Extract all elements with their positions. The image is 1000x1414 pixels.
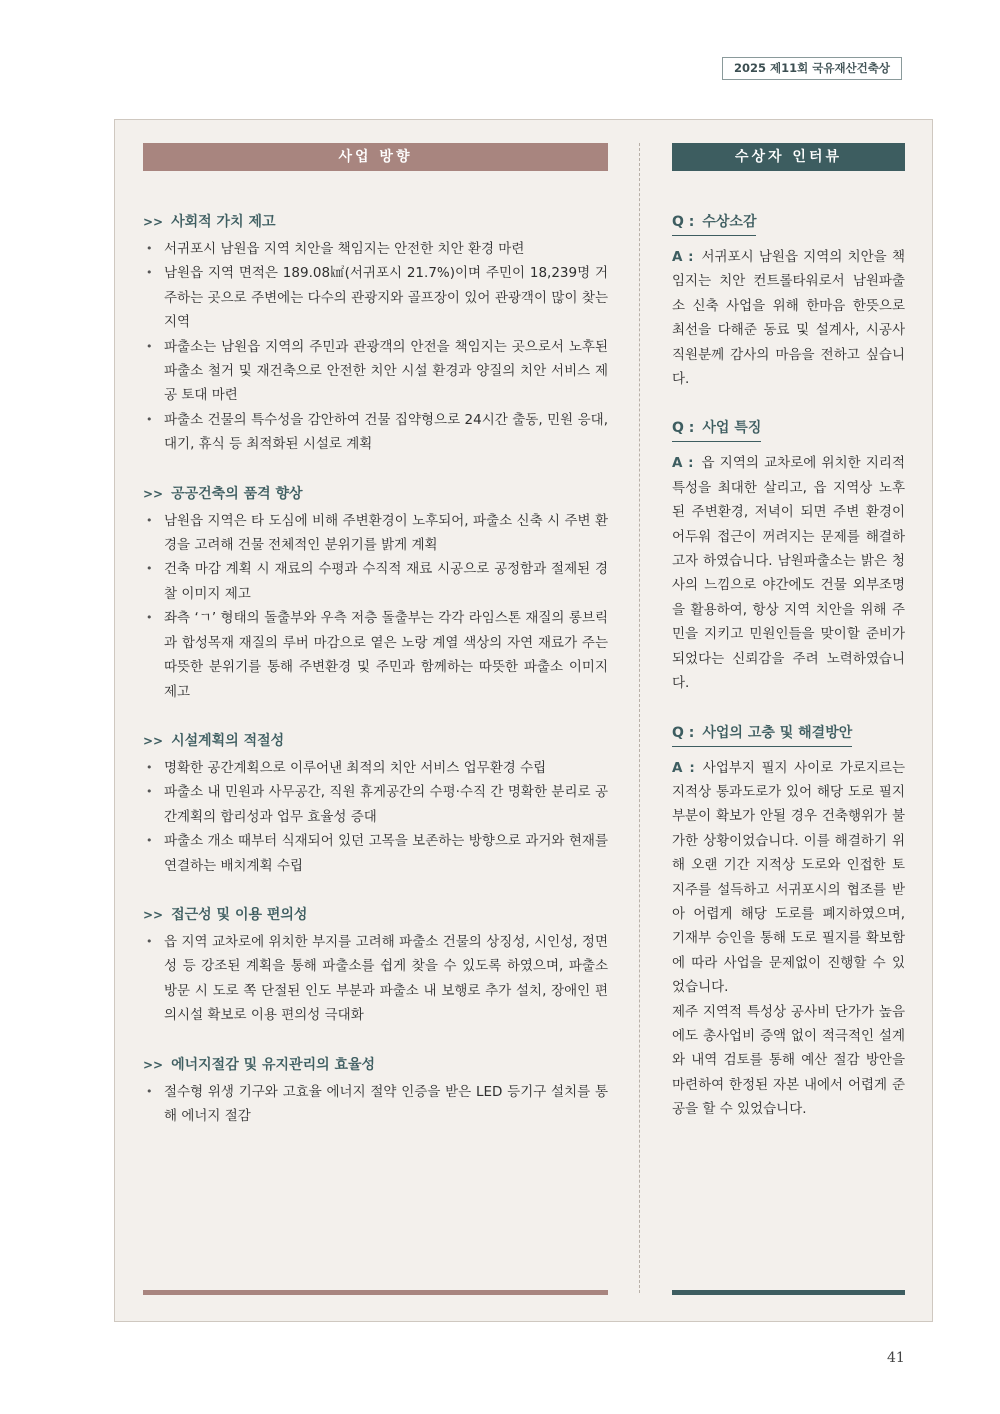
list-item: • 좌측 ‘ㄱ’ 형태의 돌출부와 우측 저층 돌출부는 각각 라임스톤 재질의 롱브릭과 합성목재 재질의 루버 마감으로 옅은 노랑 계열 색상의 자연 재료가 주는 따뜻한 분위기를 통해 주변환경 및 주민과 함께하는 따뜻한 파출소 이미지 제고: [143, 606, 608, 704]
list-item: • 파출소는 남원읍 지역의 주민과 관광객의 안전을 책임지는 곳으로서 노후된 파출소 철거 및 재건축으로 안전한 치안 시설 환경과 양질의 치안 서비스 제공 토대 마련: [143, 335, 608, 408]
qa-block: [672, 417, 905, 695]
question-heading: Q : 사업 특징: [672, 418, 761, 442]
list-item: • 파출소 건물의 특수성을 감안하여 건물 집약형으로 24시간 출동, 민원 응대, 대기, 휴식 등 최적화된 시설로 계획: [143, 408, 608, 457]
section-title: 에너지절감 및 유지관리의 효율성: [171, 1056, 376, 1073]
bullet-icon: •: [146, 562, 153, 576]
column-divider: [639, 143, 640, 1293]
section-facility-planning: [143, 730, 608, 878]
list-item: • 파출소 내 민원과 사무공간, 직원 휴게공간의 수평·수직 간 명확한 분리로 공간계획의 합리성과 업무 효율성 증대: [143, 780, 608, 829]
bullet-icon: •: [146, 412, 153, 426]
bullet-icon: •: [146, 513, 153, 527]
double-chevron-icon: >>: [143, 486, 164, 501]
business-direction-column: [143, 143, 608, 1128]
list-item: • 파출소 개소 때부터 식재되어 있던 고목을 보존하는 방향으로 과거와 현재를 연결하는 배치계획 수립: [143, 829, 608, 878]
bullet-icon: •: [146, 785, 153, 799]
bullet-icon: •: [146, 611, 153, 625]
bullet-icon: •: [146, 834, 153, 848]
question-heading: Q : 사업의 고충 및 해결방안: [672, 723, 852, 747]
section-title: 사회적 가치 제고: [171, 214, 276, 230]
section-public-architecture: [143, 483, 608, 704]
qa-block: [672, 722, 905, 1122]
business-direction-title: 사업 방향: [143, 143, 608, 171]
list-item: • 읍 지역 교차로에 위치한 부지를 고려해 파출소 건물의 상징성, 시인성, 정면성 등 강조된 계획을 통해 파출소를 쉽게 찾을 수 있도록 하였으며, 파출소 방문 시 도로 쪽 단절된 인도 부분과 파출소 내 보행로 추가 설치, 장애인 편의시설 확보로 이용 편의성 극대화: [143, 930, 608, 1028]
bullet-icon: •: [146, 760, 153, 774]
list-item: • 건축 마감 계획 시 재료의 수평과 수직적 재료 시공으로 공정함과 절제된 경찰 이미지 제고: [143, 557, 608, 606]
interview-column: [672, 143, 905, 1122]
double-chevron-icon: >>: [143, 907, 164, 922]
section-energy-efficiency: [143, 1054, 608, 1129]
double-chevron-icon: >>: [143, 1057, 164, 1072]
page-number: 41: [887, 1350, 905, 1366]
double-chevron-icon: >>: [143, 733, 164, 748]
section-title: 공공건축의 품격 향상: [171, 485, 303, 502]
bottom-rule-left: [143, 1290, 608, 1295]
list-item: • 명확한 공간계획으로 이루어낸 최적의 치안 서비스 업무환경 수립: [143, 756, 608, 780]
section-title: 시설계획의 적절성: [171, 732, 285, 749]
section-social-value: [143, 211, 608, 457]
double-chevron-icon: >>: [143, 215, 164, 229]
bullet-icon: •: [146, 934, 153, 948]
header-badge: 2025 제11회 국유재산건축상: [722, 57, 902, 80]
list-item: • 서귀포시 남원읍 지역 치안을 책임지는 안전한 치안 환경 마련: [143, 237, 608, 261]
answer-text-continued: 제주 지역적 특성상 공사비 단가가 높음에도 총사업비 증액 없이 적극적인 설계와 내역 검토를 통해 예산 절감 방안을 마련하여 한정된 자본 내에서 어렵게 준공을 할 수 있었습니다.: [672, 1003, 905, 1118]
list-item: • 남원읍 지역은 타 도심에 비해 주변환경이 노후되어, 파출소 신축 시 주변 환경을 고려해 건물 전체적인 분위기를 밝게 계획: [143, 509, 608, 558]
qa-block: [672, 211, 905, 391]
bullet-icon: •: [146, 339, 153, 353]
answer-text: A : 사업부지 필지 사이로 가로지르는 지적상 통과도로가 있어 해당 도로 필지 부분이 확보가 안될 경우 건축행위가 불가한 상황이었습니다. 이를 해결하기 위해 오랜 기간 지적상 도로와 인접한 토지주를 설득하고 서귀포시의 협조를 받아 어렵게 해당 도로를 폐지하였으며, 기재부 승인을 통해 도로 필지를 확보함에 따라 사업을 문제없이 진행할 수 있었습니다.: [672, 759, 905, 996]
question-heading: Q : 수상소감: [672, 212, 756, 236]
answer-text: A : 서귀포시 남원읍 지역의 치안을 책임지는 치안 컨트롤타워로서 남원파출소 신축 사업을 위해 한마음 한뜻으로 최선을 다해준 동료 및 설계사, 시공사 직원분께 감사의 마음을 전하고 싶습니다.: [672, 249, 906, 388]
list-item: • 절수형 위생 기구와 고효율 에너지 절약 인증을 받은 LED 등기구 설치를 통해 에너지 절감: [143, 1080, 608, 1129]
bullet-icon: •: [146, 242, 153, 255]
list-item: • 남원읍 지역 면적은 189.08㎢(서귀포시 21.7%)이며 주민이 18,239명 거주하는 곳으로 주변에는 다수의 관광지와 골프장이 있어 관광객이 많이 찾는 지역: [143, 261, 608, 334]
section-accessibility: [143, 904, 608, 1028]
bottom-rule-right: [672, 1290, 905, 1295]
answer-text: A : 읍 지역의 교차로에 위치한 지리적 특성을 최대한 살리고, 읍 지역상 노후된 주변환경, 저녁이 되면 주변 환경이 어두워 접근이 꺼려지는 문제를 해결하고자 하였습니다. 남원파출소는 밝은 청사의 느낌으로 야간에도 건물 외부조명을 활용하여, 항상 지역 치안을 위해 주민을 지키고 민원인들을 맞이할 준비가 되었다는 신뢰감을 주려 노력하였습니다.: [672, 455, 906, 692]
bullet-icon: •: [146, 266, 153, 280]
interview-title: 수상자 인터뷰: [672, 143, 905, 171]
bullet-icon: •: [146, 1084, 153, 1098]
section-title: 접근성 및 이용 편의성: [171, 906, 308, 923]
